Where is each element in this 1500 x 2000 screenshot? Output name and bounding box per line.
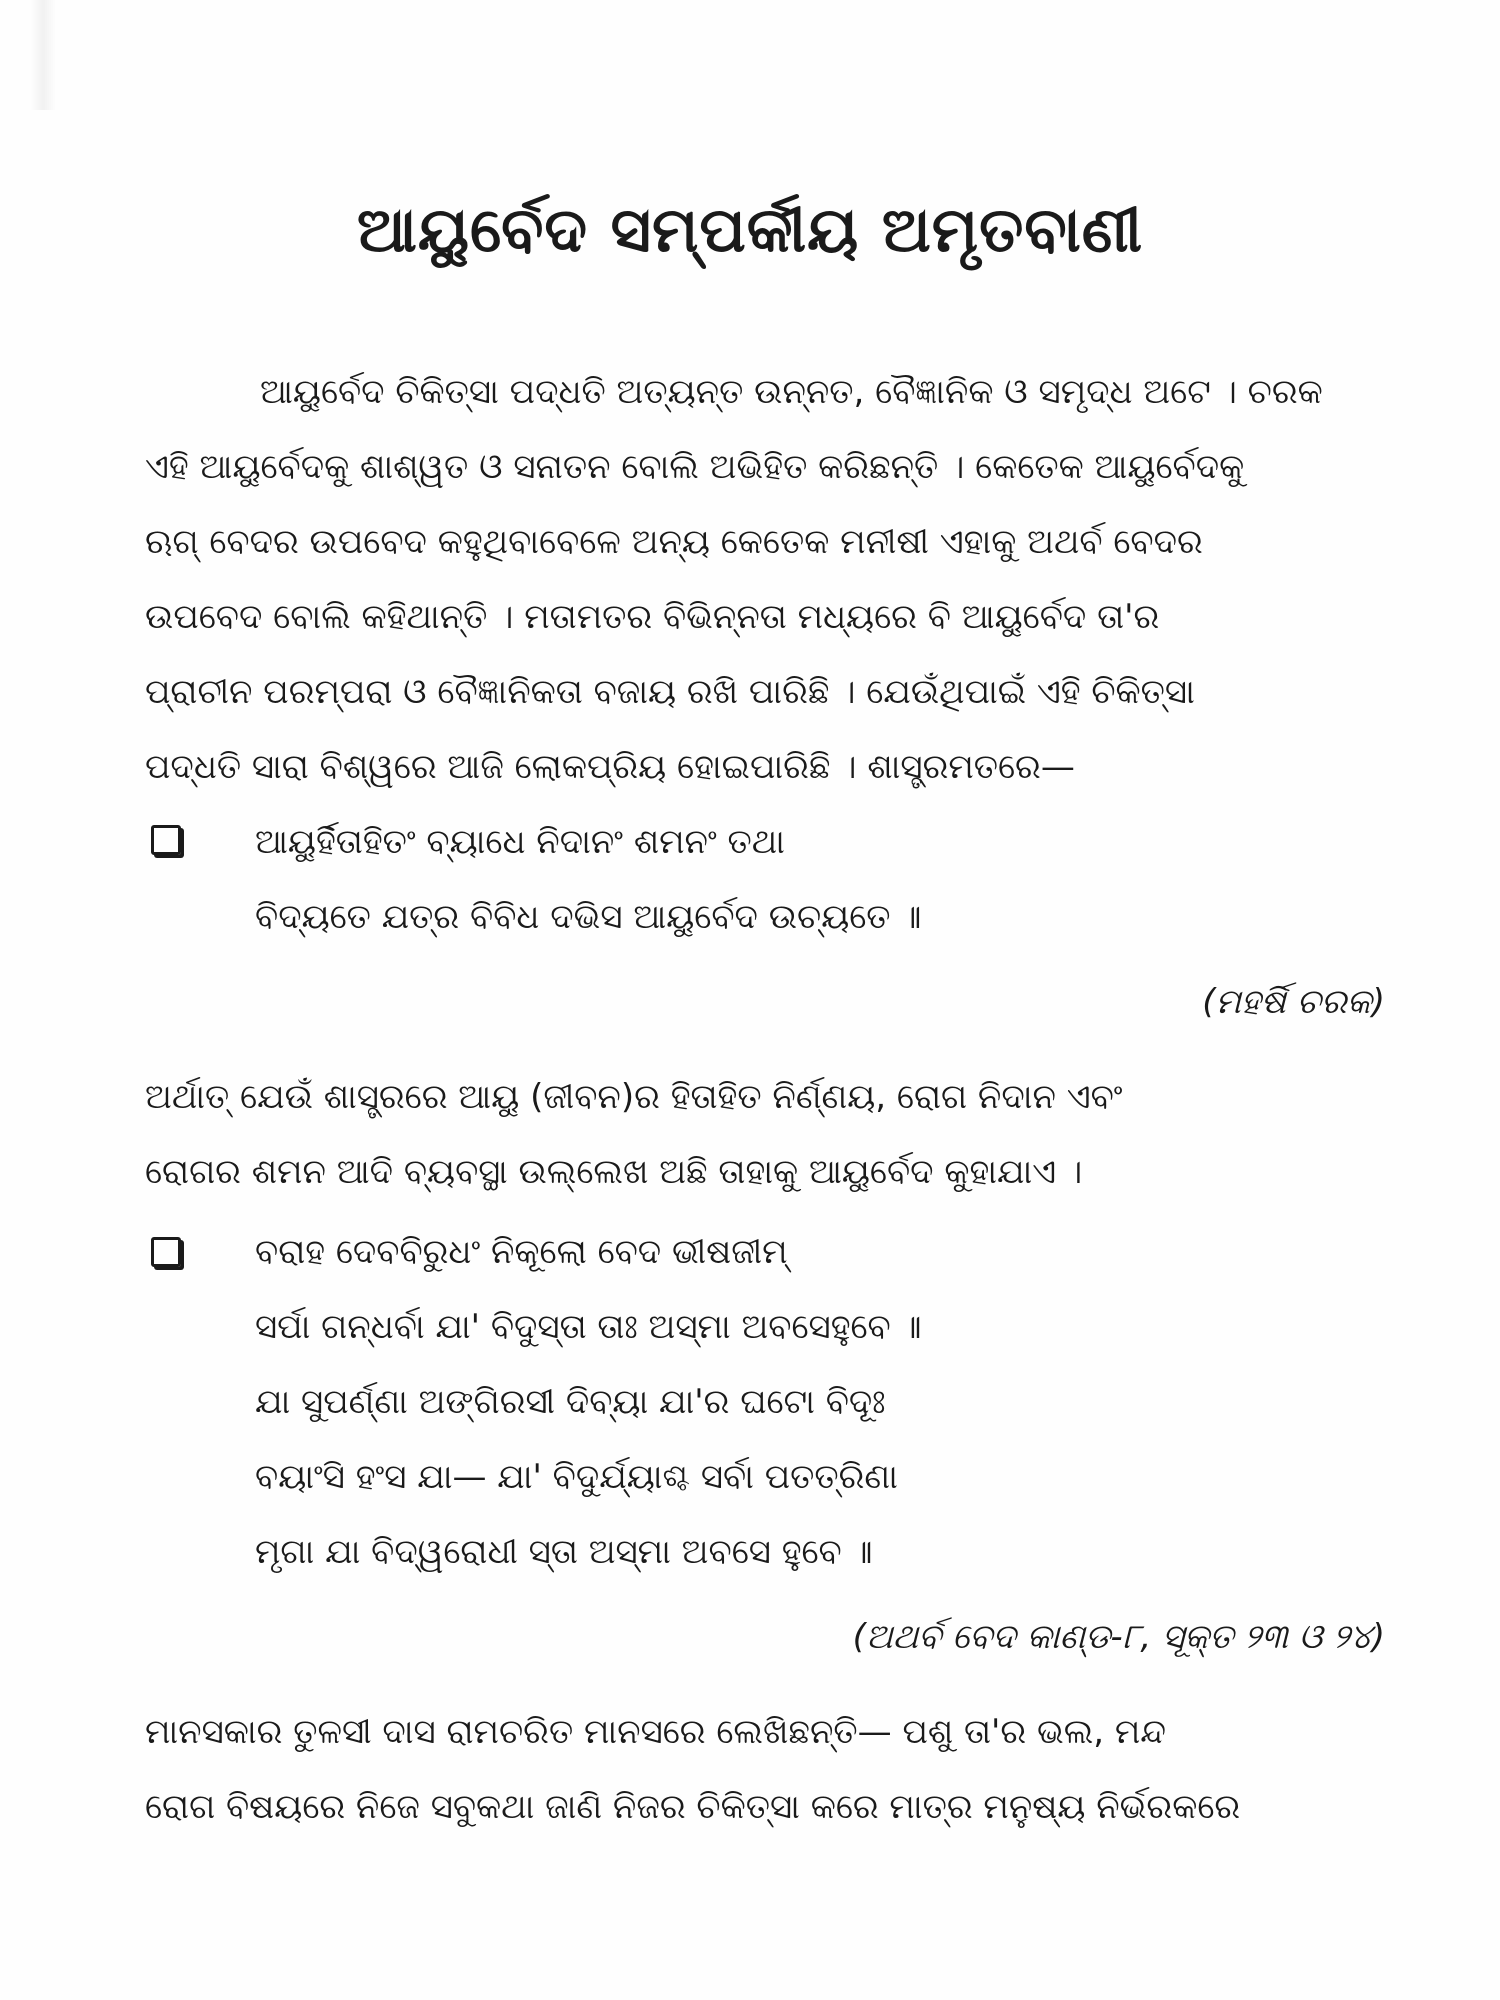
verse-line: ଯା ସୁପର୍ଣ୍ଣା ଅଙ୍ଗିରସୀ ଦିବ୍ୟା ଯା'ର ଘଟୋ ବିଦୂଃ bbox=[255, 1382, 886, 1422]
verse-block-charaka bbox=[145, 805, 1385, 1025]
text-line: ଉପବେଦ ବୋଲି କହିଥାନ୍ତି । ମତାମତର ବିଭିନ୍ନତା ମଧ୍ୟରେ ବି ଆୟୁର୍ବେଦ ତା'ର bbox=[145, 597, 1160, 637]
checkbox-bullet-icon bbox=[151, 1237, 181, 1267]
meaning-paragraph bbox=[145, 1060, 1385, 1210]
verse-line: ଆୟୁର୍ହିତାହିତଂ ବ୍ୟାଧେ ନିଦାନଂ ଶମନଂ ତଥା bbox=[255, 822, 785, 862]
text-line: ଅର୍ଥାତ୍ ଯେଉଁ ଶାସ୍ତ୍ରରେ ଆୟୁ (ଜୀବନ)ର ହିତାହିତ ନିର୍ଣ୍ଣୟ, ରୋଗ ନିଦାନ ଏବଂ bbox=[145, 1077, 1123, 1117]
text-line: ଏହି ଆୟୁର୍ବେଦକୁ ଶାଶ୍ୱତ ଓ ସନାତନ ବୋଲି ଅଭିହିତ କରିଛନ୍ତି । କେତେକ ଆୟୁର୍ବେଦକୁ bbox=[145, 447, 1245, 487]
verse-line: ବରାହ ଦେବବିରୁଧଂ ନିକୂଲୋ ବେଦ ଭୀଷଜୀମ୍ bbox=[255, 1232, 788, 1272]
verse-line: ବୟାଂସି ହଂସ ଯା— ଯା' ବିଦୁର୍ଯ୍ୟାଶ୍ଚ ସର୍ବା ପତତ୍ରିଣା bbox=[255, 1457, 898, 1497]
text-line: ପଦ୍ଧତି ସାରା ବିଶ୍ୱରେ ଆଜି ଲୋକପ୍ରିୟ ହୋଇପାରିଛି । ଶାସ୍ତ୍ରମତରେ— bbox=[145, 747, 1075, 787]
citation-charaka: (ମହର୍ଷି ଚରକ) bbox=[1202, 982, 1385, 1022]
text-line: ଆୟୁର୍ବେଦ ଚିକିତ୍ସା ପଦ୍ଧତି ଅତ୍ୟନ୍ତ ଉନ୍ନତ, ବୈଜ୍ଞାନିକ ଓ ସମୃଦ୍ଧ ଅଟେ । ଚରକ bbox=[260, 372, 1323, 412]
intro-paragraph bbox=[145, 355, 1385, 805]
verse-line: ବିଦ୍ୟତେ ଯତ୍ର ବିବିଧ ଦଭିସ ଆୟୁର୍ବେଦ ଉଚ୍ୟତେ ॥ bbox=[255, 897, 922, 937]
closing-paragraph bbox=[145, 1695, 1385, 1845]
text-line: ରୋଗର ଶମନ ଆଦି ବ୍ୟବସ୍ଥା ଉଲ୍ଲେଖ ଅଛି ତାହାକୁ ଆୟୁର୍ବେଦ କୁହାଯାଏ । bbox=[145, 1152, 1083, 1192]
text-line: ପ୍ରାଚୀନ ପରମ୍ପରା ଓ ବୈଜ୍ଞାନିକତା ବଜାୟ ରଖି ପାରିଛି । ଯେଉଁଥିପାଇଁ ଏହି ଚିକିତ୍ସା bbox=[145, 672, 1195, 712]
checkbox-bullet-icon bbox=[151, 825, 181, 855]
verse-block-atharva bbox=[145, 1215, 1385, 1615]
text-line: ଋଗ୍ ବେଦର ଉପବେଦ କହୁଥିବାବେଳେ ଅନ୍ୟ କେତେକ ମନୀଷୀ ଏହାକୁ ଅଥର୍ବ ବେଦର bbox=[145, 522, 1203, 562]
verse-line: ମୃଗା ଯା ବିଦ୍ୱରୋଧୀ ସ୍ତା ଅସ୍ମା ଅବସେ ହୁବେ ॥ bbox=[255, 1532, 873, 1572]
verse-line: ସର୍ପା ଗନ୍ଧର୍ବା ଯା' ବିଦୁସ୍ତା ତାଃ ଅସ୍ମା ଅବସେହୁବେ ॥ bbox=[255, 1307, 922, 1347]
text-line: ମାନସକାର ତୁଳସୀ ଦାସ ରାମଚରିତ ମାନସରେ ଲେଖିଛନ୍ତି— ପଶୁ ତା'ର ଭଲ, ମନ୍ଦ bbox=[145, 1712, 1166, 1752]
text-line: ରୋଗ ବିଷୟରେ ନିଜେ ସବୁକଥା ଜାଣି ନିଜର ଚିକିତ୍ସା କରେ ମାତ୍ର ମନୁଷ୍ୟ ନିର୍ଭରକରେ bbox=[145, 1787, 1241, 1827]
scan-edge-mark bbox=[30, 0, 56, 110]
citation-atharva-veda: (ଅଥର୍ବ ବେଦ କାଣ୍ଡ-୮, ସୂକ୍ତ ୨୩ ଓ ୨୪) bbox=[852, 1617, 1385, 1657]
page-title: ଆୟୁର୍ବେଦ ସମ୍ପର୍କୀୟ ଅମୃତବାଣୀ bbox=[356, 193, 1144, 266]
